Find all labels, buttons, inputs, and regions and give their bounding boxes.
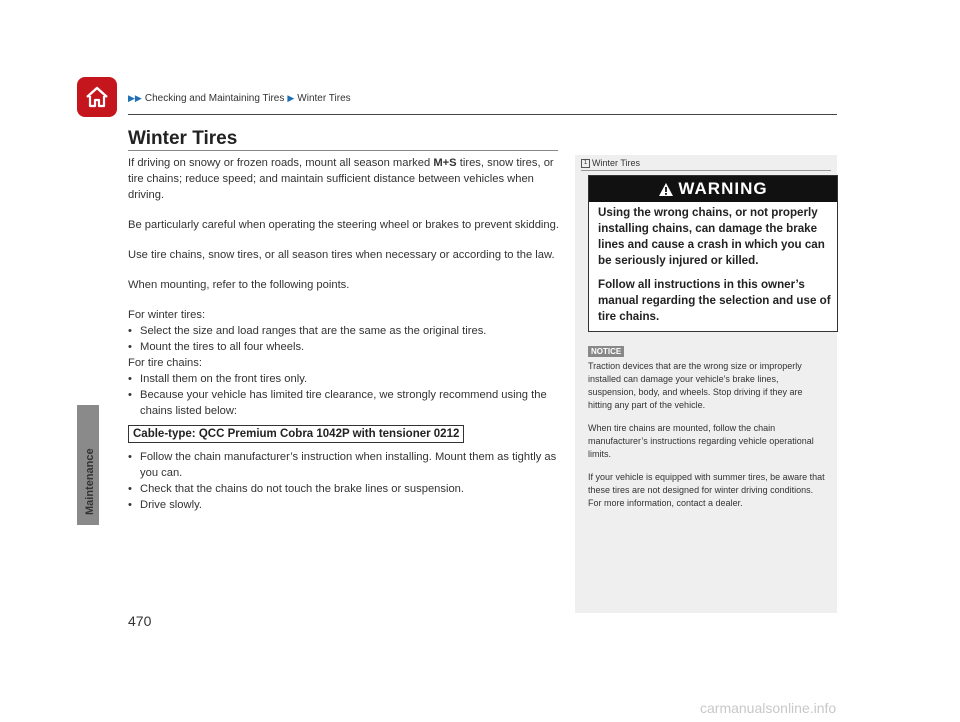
- bullet: •: [128, 451, 132, 463]
- caution-paragraph: Be particularly careful when operating the steering wheel or brakes to prevent skidding.: [128, 219, 559, 231]
- list-item-text: Drive slowly.: [140, 499, 202, 511]
- tire-chains-heading: For tire chains:: [128, 357, 202, 369]
- notice-paragraph: If your vehicle is equipped with summer tires, be aware that these tires are not designed for winter driving conditions. For more information, contact a dealer.: [588, 472, 825, 508]
- breadcrumb-arrow-icon: ▶▶: [128, 93, 142, 103]
- list-item-text: Select the size and load ranges that are the same as the original tires.: [140, 325, 487, 337]
- bullet: •: [128, 341, 132, 353]
- breadcrumb: [128, 93, 351, 104]
- list-item: [128, 323, 560, 339]
- list-item: [128, 497, 560, 513]
- page-number: 470: [128, 613, 152, 629]
- intro-paragraph: [128, 155, 560, 203]
- watermark: carmanualsonline.info: [700, 700, 837, 716]
- warning-text: [598, 205, 832, 333]
- bullet: •: [128, 499, 132, 511]
- bullet: •: [128, 373, 132, 385]
- section-tab-label-wrap: [84, 435, 98, 515]
- sidebar-heading: [581, 158, 640, 168]
- list-item-text: Because your vehicle has limited tire clearance, we strongly recommend using the chains listed below:: [140, 389, 547, 417]
- intro-text-pre: If driving on snowy or frozen roads, mount all season marked: [128, 157, 434, 169]
- warning-label: WARNING: [678, 179, 768, 198]
- sidebar-heading-text: Winter Tires: [592, 158, 641, 168]
- home-icon: [84, 85, 110, 109]
- header-divider: [128, 114, 837, 115]
- list-item-text: Install them on the front tires only.: [140, 373, 308, 385]
- list-item: [128, 481, 560, 497]
- breadcrumb-item-tires[interactable]: Checking and Maintaining Tires: [144, 93, 285, 104]
- warning-paragraph: Follow all instructions in this owner’s manual regarding the selection and use of tire chains.: [598, 278, 831, 323]
- notice-paragraph: When tire chains are mounted, follow the chain manufacturer’s instructions regarding vehicle operational limits.: [588, 423, 814, 459]
- notice-text: [588, 360, 828, 520]
- mounting-paragraph: When mounting, refer to the following points.: [128, 279, 350, 291]
- list-item-text: Check that the chains do not touch the brake lines or suspension.: [140, 483, 465, 495]
- list-item: [128, 449, 560, 481]
- page-title: Winter Tires: [128, 128, 238, 149]
- law-paragraph: Use tire chains, snow tires, or all season tires when necessary or according to the law.: [128, 249, 555, 261]
- title-divider: [128, 150, 558, 151]
- note-marker-icon: 1: [581, 159, 590, 168]
- warning-triangle-icon: [658, 182, 674, 197]
- intro-text-post: tires, snow tires, or tire chains; reduce speed; and maintain sufficient distance between vehicles when driving.: [128, 157, 554, 201]
- winter-tires-heading: For winter tires:: [128, 309, 206, 321]
- warning-box: [588, 175, 838, 332]
- bullet: •: [128, 325, 132, 337]
- ms-marking: M+S: [433, 157, 457, 169]
- cable-type-box: Cable-type: QCC Premium Cobra 1042P with tensioner 0212: [128, 425, 464, 443]
- list-item: [128, 387, 560, 419]
- bullet: •: [128, 389, 132, 401]
- list-item-text: Mount the tires to all four wheels.: [140, 341, 305, 353]
- list-item: [128, 371, 560, 387]
- breadcrumb-item-winter-tires[interactable]: Winter Tires: [297, 93, 351, 104]
- notice-badge: NOTICE: [588, 346, 624, 357]
- home-button[interactable]: [77, 77, 117, 117]
- list-item: [128, 339, 560, 355]
- sidebar-divider: [581, 170, 831, 171]
- breadcrumb-arrow-icon: ▶: [287, 93, 295, 103]
- warning-banner: [589, 176, 837, 202]
- list-item-text: Follow the chain manufacturer’s instruction when installing. Mount them as tightly as you can.: [140, 451, 557, 479]
- section-tab-label: Maintenance: [84, 448, 96, 515]
- main-content: [128, 155, 560, 513]
- warning-paragraph: Using the wrong chains, or not properly installing chains, can damage the brake lines and cause a crash in which you can be seriously injured or killed.: [598, 206, 825, 267]
- notice-paragraph: Traction devices that are the wrong size or improperly installed can damage your vehicle’s brake lines, suspension, body, and wheels. Stop driving if they are hitting any part of the vehicle.: [588, 361, 803, 410]
- sidebar-notes: [575, 155, 837, 613]
- bullet: •: [128, 483, 132, 495]
